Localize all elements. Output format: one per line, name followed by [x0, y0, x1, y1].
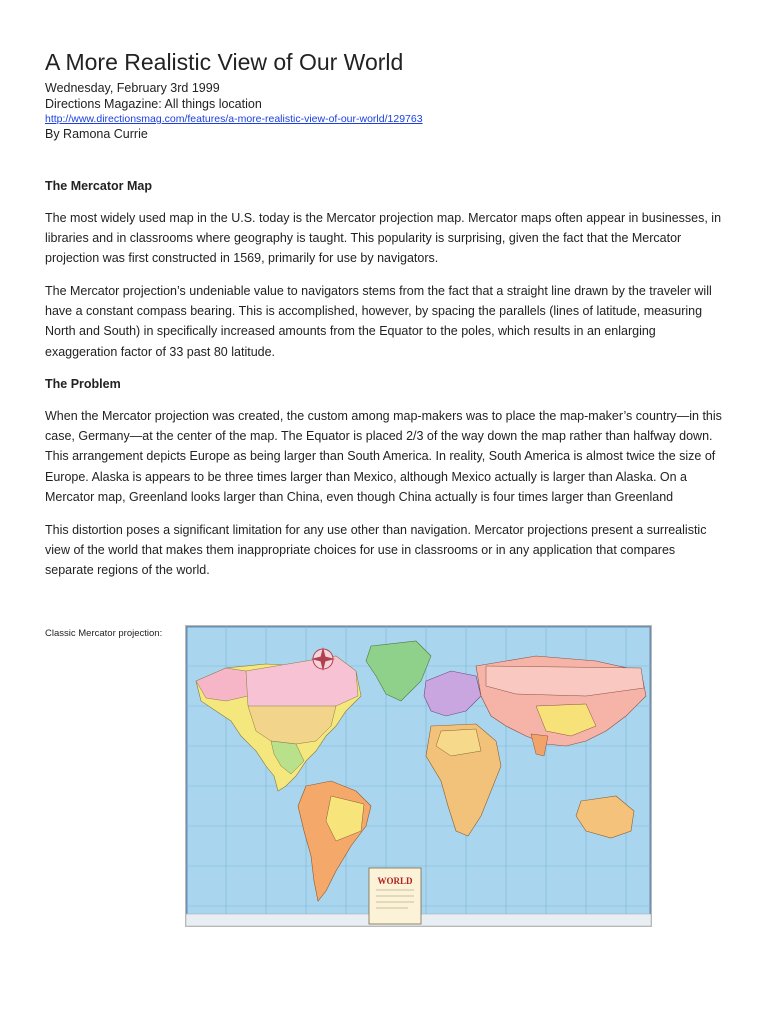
world-map-image — [185, 625, 652, 927]
article-title: A More Realistic View of Our World — [45, 49, 404, 75]
figure-caption: Classic Mercator projection: — [45, 628, 163, 639]
article-link[interactable]: http://www.directionsmag.com/features/a-more-realistic-view-of-our-world/129763 — [45, 113, 423, 125]
map-legend-box — [369, 868, 421, 924]
paragraph: This distortion poses a significant limitation for any use other than navigation. Mercator projections present a surrealistic view of the world that makes them inappropriate choices for use in classrooms or in any application that compares separate regions of the world. — [45, 523, 707, 578]
section-heading-mercator-map: The Mercator Map — [45, 179, 152, 193]
paragraph: The most widely used map in the U.S. today is the Mercator projection map. Mercator maps often appear in businesses, in libraries and in classrooms where geography is taught. This popularity is surprising, given the fact that the Mercator projection was first constructed in 1569, primarily for use by navigators. — [45, 211, 722, 266]
article — [45, 48, 725, 578]
article-date: Wednesday, February 3rd 1999 — [45, 81, 220, 95]
paragraph: When the Mercator projection was created, the custom among map-makers was to place the map-maker’s country—in this case, Germany—at the center of the map. The Equator is placed 2/3 of the way down the map rather than halfway down. This arrangement depicts Europe as being larger than South America. In reality, South America is almost twice the size of Europe. Alaska is appears to be three times larger than Mexico, although Mexico actually is larger than Alaska. On a Mercator map, Greenland looks larger than China, even though China actually is four times larger than Greenland — [45, 409, 722, 504]
map-legend-title: WORLD — [377, 876, 413, 886]
section-heading-problem: The Problem — [45, 377, 121, 391]
publication-name: Directions Magazine: All things location — [45, 97, 262, 111]
paragraph: The Mercator projection’s undeniable value to navigators stems from the fact that a straight line drawn by the traveler will have a constant compass bearing. This is accomplished, however, by spacing the parallels (lines of latitude, measuring North and South) in specifically increased amounts from the Equator to the poles, which results in an enlarging exaggeration factor of 33 past 80 latitude. — [45, 284, 712, 359]
byline: By Ramona Currie — [45, 127, 148, 141]
mercator-map-illustration — [186, 626, 651, 926]
russia — [486, 666, 644, 696]
